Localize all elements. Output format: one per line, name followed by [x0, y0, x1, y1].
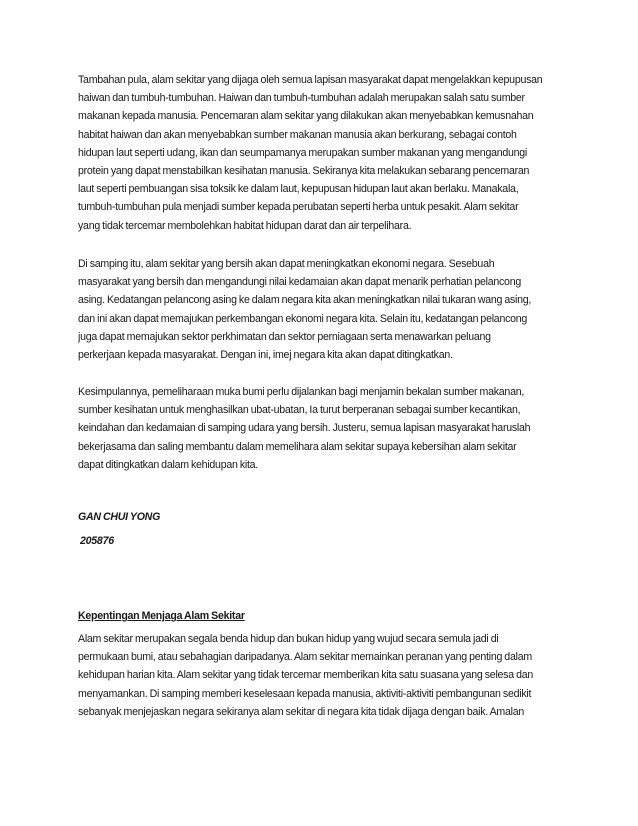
author-id-text: 205876 [80, 535, 114, 547]
paragraph-line: juga dapat memajukan sektor perkhimatan dan sektor perniagaan serta menawarkan peluang [78, 330, 491, 343]
section-heading [78, 607, 572, 625]
paragraph-line: sebanyak menjejaskan negara sekiranya alam sekitar di negara kita tidak dijaga dengan baik. Amalan [78, 705, 525, 718]
paragraph-line: keindahan dan kedamaian di samping udara yang bersih. Justeru, semua lapisan masyarakat haruslah [78, 422, 531, 435]
paragraph-line: kehidupan harian kita. Alam sekitar yang tidak tercemar memberikan kita satu suasana yang selesa dan [78, 669, 533, 682]
paragraph-line: hidupan laut seperti udang, ikan dan seumpamanya merupakan sumber makanan yang mengandungi [78, 146, 528, 159]
paragraph-line: perkerjaan kepada masyarakat. Dengan ini, imej negara kita akan dapat ditingkatkan. [78, 349, 453, 362]
author-id [80, 532, 574, 550]
paragraph-line: bekerjasama dan saling membantu dalam memelihara alam sekitar supaya kebersihan alam sekitar [78, 440, 517, 453]
paragraph-line: permukaan bumi, atau sebahagian daripadanya. Alam sekitar memainkan peranan yang penting dalam [78, 651, 532, 664]
paragraph-line: Alam sekitar merupakan segala benda hidup dan bukan hidup yang wujud secara semula jadi di [78, 633, 499, 645]
paragraph-line: sumber kesihatan untuk menghasilkan ubat-ubatan, Ia turut berperanan sebagai sumber kecantikan, [78, 404, 521, 417]
paragraph-line: habitat haiwan dan akan menyebabkan sumber makanan manusia akan berkurang, sebagai contoh [78, 128, 517, 141]
paragraph-line: menyamankan. Di samping memberi keselesaan kepada manusia, aktiviti-aktiviti pembangunan sedikit [78, 687, 532, 700]
author-name [78, 508, 572, 526]
paragraph-line: Kesimpulannya, pemeliharaan muka bumi perlu dijalankan bagi menjamin bekalan sumber makanan, [78, 386, 525, 398]
paragraph-line: protein yang dapat menstabilkan kesihatan manusia. Sekiranya kita melakukan sebarang pencemaran [78, 165, 530, 178]
paragraph-kepentingan [78, 630, 572, 721]
paragraph-kesimpulan [78, 383, 572, 474]
paragraph-line: yang tidak tercemar membolehkan habitat hidupan darat dan air terpelihara. [78, 219, 412, 232]
paragraph-ekonomi [78, 255, 572, 364]
paragraph-line: Tambahan pula, alam sekitar yang dijaga oleh semua lapisan masyarakat dapat mengelakkan kepupusan [78, 74, 543, 86]
paragraph-line: Di samping itu, alam sekitar yang bersih akan dapat meningkatkan ekonomi negara. Sesebuah [78, 258, 495, 270]
paragraph-line: masyarakat yang bersih dan mengandungi nilai kedamaian akan dapat menarik perhatian pelancong [78, 276, 521, 289]
author-name-text: GAN CHUI YONG [78, 511, 161, 523]
paragraph-line: dan ini akan dapat memajukan perkembangan ekonomi negara kita. Selain itu, kedatangan pelancong [78, 312, 528, 325]
paragraph-kepupusan [78, 71, 572, 235]
paragraph-line: laut seperti pembuangan sisa toksik ke dalam laut, kepupusan hidupan laut akan berlaku. Manakala, [78, 183, 519, 196]
paragraph-line: asing. Kedatangan pelancong asing ke dalam negara kita akan meningkatkan nilai tukaran wang asing, [78, 294, 532, 307]
paragraph-line: tumbuh-tumbuhan pula menjadi sumber kepada perubatan seperti herba untuk pesakit. Alam sekitar [78, 201, 519, 214]
section-heading-text: Kepentingan Menjaga Alam Sekitar [78, 610, 245, 622]
paragraph-line: makanan kepada manusia. Pencemaran alam sekitar yang dilakukan akan menyebabkan kemusnahan [78, 110, 534, 123]
paragraph-line: haiwan dan tumbuh-tumbuhan. Haiwan dan tumbuh-tumbuhan adalah merupakan salah satu sumber [78, 92, 525, 105]
paragraph-line: dapat ditingkatkan dalam kehidupan kita. [78, 458, 258, 471]
